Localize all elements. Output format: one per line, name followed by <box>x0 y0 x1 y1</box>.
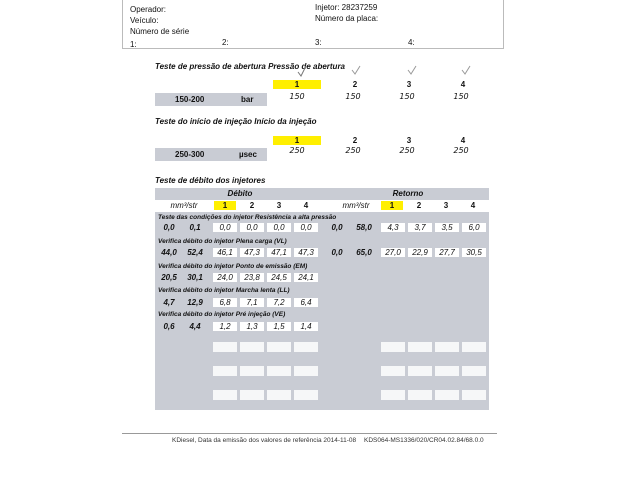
abertura-col-2: 2 <box>352 80 358 89</box>
emissao-min: 20,5 <box>161 273 177 282</box>
plena-d1: 46,1 <box>213 248 237 257</box>
inicio-col-1: 1 <box>273 136 321 145</box>
resistencia-r3: 3,5 <box>435 223 459 232</box>
row-ponto-emissao <box>155 273 489 285</box>
abertura-unit: bar <box>241 95 254 104</box>
row-pre-injecao <box>155 322 489 334</box>
serie-4: 4: <box>408 38 415 47</box>
debito-title: Teste de débito dos injetores <box>155 176 266 185</box>
lenta-d1: 6,8 <box>213 298 237 307</box>
abertura-value-2: 150 <box>345 92 361 101</box>
resistencia-rmin: 0,0 <box>331 223 343 232</box>
pre-d3: 1,5 <box>267 322 291 331</box>
serie-2: 2: <box>222 38 229 47</box>
resistencia-d2: 0,0 <box>240 223 264 232</box>
debito-col-4: 4 <box>303 201 309 210</box>
debito-unit: mm³/str <box>170 201 198 210</box>
row-plena-carga <box>155 248 489 260</box>
abertura-spec-box <box>155 93 267 106</box>
placa-label: Número da placa: <box>315 14 379 23</box>
debito-label: Débito <box>227 189 253 198</box>
inicio-range: 250-300 <box>175 150 205 159</box>
abertura-col-1: 1 <box>273 80 321 89</box>
resistencia-d1: 0,0 <box>213 223 237 232</box>
inicio-value-2: 250 <box>345 146 361 155</box>
abertura-range: 150-200 <box>175 95 205 104</box>
resistencia-d3: 0,0 <box>267 223 291 232</box>
emissao-d3: 24,5 <box>267 273 291 282</box>
pre-d1: 1,2 <box>213 322 237 331</box>
abertura-col-headers <box>273 80 487 91</box>
row-marcha-lenta <box>155 298 489 310</box>
abertura-title: Teste de pressão de abertura Pressão de abertura <box>155 62 346 71</box>
pre-min: 0,6 <box>163 322 175 331</box>
plena-min: 44,0 <box>161 248 177 257</box>
resistencia-min: 0,0 <box>163 223 175 232</box>
inicio-value-3: 250 <box>399 146 415 155</box>
empty-rows-grid <box>155 336 489 410</box>
lenta-d2: 7,1 <box>240 298 264 307</box>
lenta-min: 4,7 <box>163 298 175 307</box>
emissao-d2: 23,8 <box>240 273 264 282</box>
lenta-d4: 6,4 <box>294 298 318 307</box>
footer-left: KDiesel, Data da emissão dos valores de referência 2014-11-08 <box>172 437 357 444</box>
emissao-max: 30,1 <box>187 273 203 282</box>
row-label-marcha-lenta: Verifica débito do injetor Marcha lenta (LL) <box>158 287 290 294</box>
plena-r4: 30,5 <box>462 248 486 257</box>
row-label-resistencia: Teste das condições do injetor Resistência a alta pressão <box>158 214 337 221</box>
check-marks-icon <box>290 62 490 80</box>
plena-r1: 27,0 <box>381 248 405 257</box>
pre-d2: 1,3 <box>240 322 264 331</box>
footer-right: KDS064-MS1336/020/CR04.02.84/68.0.0 <box>364 437 484 444</box>
inicio-spec-box <box>155 148 267 161</box>
plena-max: 52,4 <box>187 248 203 257</box>
debito-col-3: 3 <box>276 201 282 210</box>
inicio-title: Teste do início de injeção Início da injeção <box>155 117 317 126</box>
row-resistencia <box>155 223 489 235</box>
resistencia-max: 0,1 <box>189 223 201 232</box>
operador-label: Operador: <box>130 5 167 14</box>
row-label-pre-injecao: Verifica débito do injetor Pré injeção (VE) <box>158 311 286 318</box>
footer-rule <box>122 433 497 434</box>
row-label-ponto-emissao: Verifica débito do injetor Ponto de emissão (EM) <box>158 263 308 270</box>
resistencia-r1: 4,3 <box>381 223 405 232</box>
plena-r2: 22,9 <box>408 248 432 257</box>
debito-col-2: 2 <box>249 201 255 210</box>
emissao-d4: 24,1 <box>294 273 318 282</box>
debito-header-row <box>155 200 489 212</box>
inicio-col-4: 4 <box>460 136 466 145</box>
retorno-col-2: 2 <box>416 201 422 210</box>
plena-d2: 47,3 <box>240 248 264 257</box>
resistencia-r4: 6,0 <box>462 223 486 232</box>
inicio-value-1: 250 <box>289 146 305 155</box>
resistencia-r2: 3,7 <box>408 223 432 232</box>
abertura-values <box>273 92 487 104</box>
injetor-label: Injetor: 28237259 <box>315 3 378 12</box>
abertura-col-4: 4 <box>460 80 466 89</box>
inicio-col-2: 2 <box>352 136 358 145</box>
pre-d4: 1,4 <box>294 322 318 331</box>
abertura-col-3: 3 <box>406 80 412 89</box>
abertura-value-4: 150 <box>453 92 469 101</box>
resistencia-rmax: 58,0 <box>356 223 372 232</box>
inicio-unit: µsec <box>239 150 257 159</box>
row-label-plena-carga: Verifica débito do injetor Plena carga (VL) <box>158 238 287 245</box>
emissao-d1: 24,0 <box>213 273 237 282</box>
debito-col-1: 1 <box>214 201 236 210</box>
plena-d3: 47,1 <box>267 248 291 257</box>
retorno-col-1: 1 <box>381 201 403 210</box>
inicio-value-4: 250 <box>453 146 469 155</box>
retorno-col-4: 4 <box>470 201 476 210</box>
lenta-d3: 7,2 <box>267 298 291 307</box>
plena-rmax: 65,0 <box>356 248 372 257</box>
inicio-col-3: 3 <box>406 136 412 145</box>
resistencia-d4: 0,0 <box>294 223 318 232</box>
plena-rmin: 0,0 <box>331 248 343 257</box>
pre-max: 4,4 <box>189 322 201 331</box>
header-frame <box>122 0 504 49</box>
plena-d4: 47,3 <box>294 248 318 257</box>
serie-label: Número de série <box>130 27 190 36</box>
inicio-values <box>273 146 487 158</box>
serie-1: 1: <box>130 40 137 49</box>
plena-r3: 27,7 <box>435 248 459 257</box>
serie-3: 3: <box>315 38 322 47</box>
abertura-value-3: 150 <box>399 92 415 101</box>
retorno-unit: mm³/str <box>342 201 370 210</box>
lenta-max: 12,9 <box>187 298 203 307</box>
retorno-label: Retorno <box>392 189 424 198</box>
abertura-value-1: 150 <box>289 92 305 101</box>
veiculo-label: Veículo: <box>130 16 159 25</box>
retorno-col-3: 3 <box>443 201 449 210</box>
